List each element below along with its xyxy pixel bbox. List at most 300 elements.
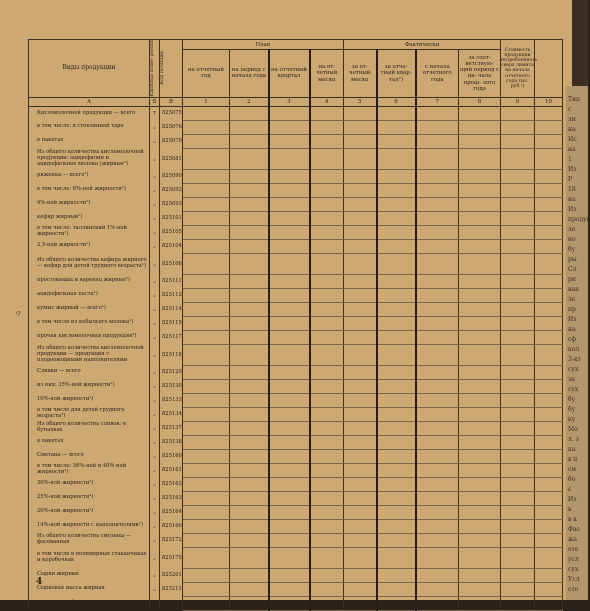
data-cell[interactable]: [501, 253, 535, 274]
data-cell[interactable]: [344, 120, 377, 134]
data-cell[interactable]: [416, 148, 459, 169]
data-cell[interactable]: [310, 225, 344, 239]
data-cell[interactable]: [377, 197, 416, 211]
data-cell[interactable]: [269, 274, 310, 288]
data-cell[interactable]: [183, 533, 230, 547]
data-cell[interactable]: [377, 491, 416, 505]
data-cell[interactable]: [183, 421, 230, 435]
data-cell[interactable]: [416, 596, 459, 610]
data-cell[interactable]: [310, 491, 344, 505]
data-cell[interactable]: [310, 183, 344, 197]
data-cell[interactable]: [230, 505, 269, 519]
data-cell[interactable]: [459, 568, 501, 582]
data-cell[interactable]: [501, 407, 535, 421]
data-cell[interactable]: [459, 505, 501, 519]
data-cell[interactable]: [269, 106, 310, 120]
data-cell[interactable]: [269, 519, 310, 533]
data-cell[interactable]: [183, 519, 230, 533]
data-cell[interactable]: [269, 421, 310, 435]
data-cell[interactable]: [501, 596, 535, 610]
data-cell[interactable]: [230, 330, 269, 344]
data-cell[interactable]: [416, 288, 459, 302]
data-cell[interactable]: [310, 435, 344, 449]
data-cell[interactable]: [535, 519, 563, 533]
data-cell[interactable]: [501, 519, 535, 533]
data-cell[interactable]: [416, 197, 459, 211]
data-cell[interactable]: [310, 421, 344, 435]
data-cell[interactable]: [183, 169, 230, 183]
data-cell[interactable]: [183, 316, 230, 330]
data-cell[interactable]: [344, 393, 377, 407]
data-cell[interactable]: [501, 505, 535, 519]
data-cell[interactable]: [416, 183, 459, 197]
data-cell[interactable]: [310, 239, 344, 253]
data-cell[interactable]: [416, 379, 459, 393]
data-cell[interactable]: [535, 344, 563, 365]
data-cell[interactable]: [344, 449, 377, 463]
data-cell[interactable]: [459, 225, 501, 239]
data-cell[interactable]: [377, 435, 416, 449]
data-cell[interactable]: [310, 477, 344, 491]
data-cell[interactable]: [269, 477, 310, 491]
data-cell[interactable]: [459, 407, 501, 421]
data-cell[interactable]: [459, 365, 501, 379]
data-cell[interactable]: [377, 519, 416, 533]
data-cell[interactable]: [416, 330, 459, 344]
data-cell[interactable]: [535, 225, 563, 239]
data-cell[interactable]: [230, 491, 269, 505]
data-cell[interactable]: [459, 253, 501, 274]
data-cell[interactable]: [230, 302, 269, 316]
data-cell[interactable]: [310, 330, 344, 344]
data-cell[interactable]: [269, 463, 310, 477]
data-cell[interactable]: [501, 379, 535, 393]
data-cell[interactable]: [377, 505, 416, 519]
data-cell[interactable]: [416, 239, 459, 253]
data-cell[interactable]: [535, 134, 563, 148]
data-cell[interactable]: [310, 148, 344, 169]
data-cell[interactable]: [310, 253, 344, 274]
data-cell[interactable]: [230, 148, 269, 169]
data-cell[interactable]: [310, 596, 344, 610]
data-cell[interactable]: [310, 197, 344, 211]
data-cell[interactable]: [501, 169, 535, 183]
data-cell[interactable]: [269, 449, 310, 463]
data-cell[interactable]: [416, 449, 459, 463]
data-cell[interactable]: [377, 421, 416, 435]
data-cell[interactable]: [183, 582, 230, 596]
data-cell[interactable]: [310, 120, 344, 134]
data-cell[interactable]: [310, 134, 344, 148]
data-cell[interactable]: [377, 463, 416, 477]
data-cell[interactable]: [501, 435, 535, 449]
data-cell[interactable]: [344, 533, 377, 547]
data-cell[interactable]: [416, 505, 459, 519]
data-cell[interactable]: [416, 393, 459, 407]
data-cell[interactable]: [310, 449, 344, 463]
data-cell[interactable]: [377, 183, 416, 197]
data-cell[interactable]: [501, 582, 535, 596]
data-cell[interactable]: [344, 463, 377, 477]
data-cell[interactable]: [377, 407, 416, 421]
data-cell[interactable]: [344, 519, 377, 533]
data-cell[interactable]: [310, 365, 344, 379]
data-cell[interactable]: [501, 211, 535, 225]
data-cell[interactable]: [501, 302, 535, 316]
data-cell[interactable]: [501, 393, 535, 407]
data-cell[interactable]: [416, 344, 459, 365]
data-cell[interactable]: [230, 134, 269, 148]
data-cell[interactable]: [183, 239, 230, 253]
data-cell[interactable]: [183, 491, 230, 505]
data-cell[interactable]: [230, 393, 269, 407]
data-cell[interactable]: [416, 477, 459, 491]
data-cell[interactable]: [269, 120, 310, 134]
data-cell[interactable]: [535, 197, 563, 211]
data-cell[interactable]: [459, 302, 501, 316]
data-cell[interactable]: [344, 316, 377, 330]
data-cell[interactable]: [183, 449, 230, 463]
data-cell[interactable]: [310, 568, 344, 582]
data-cell[interactable]: [501, 288, 535, 302]
data-cell[interactable]: [416, 211, 459, 225]
data-cell[interactable]: [535, 274, 563, 288]
data-cell[interactable]: [183, 106, 230, 120]
data-cell[interactable]: [459, 421, 501, 435]
data-cell[interactable]: [459, 288, 501, 302]
data-cell[interactable]: [269, 239, 310, 253]
data-cell[interactable]: [416, 533, 459, 547]
data-cell[interactable]: [416, 421, 459, 435]
data-cell[interactable]: [416, 463, 459, 477]
data-cell[interactable]: [269, 330, 310, 344]
data-cell[interactable]: [183, 344, 230, 365]
data-cell[interactable]: [230, 379, 269, 393]
data-cell[interactable]: [344, 253, 377, 274]
data-cell[interactable]: [535, 435, 563, 449]
data-cell[interactable]: [535, 491, 563, 505]
data-cell[interactable]: [501, 239, 535, 253]
data-cell[interactable]: [344, 302, 377, 316]
data-cell[interactable]: [230, 316, 269, 330]
data-cell[interactable]: [535, 393, 563, 407]
data-cell[interactable]: [501, 274, 535, 288]
data-cell[interactable]: [344, 344, 377, 365]
data-cell[interactable]: [459, 596, 501, 610]
data-cell[interactable]: [230, 365, 269, 379]
data-cell[interactable]: [535, 407, 563, 421]
data-cell[interactable]: [183, 407, 230, 421]
data-cell[interactable]: [310, 274, 344, 288]
data-cell[interactable]: [535, 582, 563, 596]
data-cell[interactable]: [230, 519, 269, 533]
data-cell[interactable]: [377, 316, 416, 330]
data-cell[interactable]: [230, 211, 269, 225]
data-cell[interactable]: [183, 302, 230, 316]
data-cell[interactable]: [230, 582, 269, 596]
data-cell[interactable]: [377, 239, 416, 253]
data-cell[interactable]: [344, 211, 377, 225]
data-cell[interactable]: [416, 302, 459, 316]
data-cell[interactable]: [269, 288, 310, 302]
data-cell[interactable]: [344, 568, 377, 582]
data-cell[interactable]: [230, 435, 269, 449]
data-cell[interactable]: [377, 344, 416, 365]
data-cell[interactable]: [344, 288, 377, 302]
data-cell[interactable]: [344, 547, 377, 568]
data-cell[interactable]: [269, 169, 310, 183]
data-cell[interactable]: [230, 106, 269, 120]
data-cell[interactable]: [344, 477, 377, 491]
data-cell[interactable]: [344, 365, 377, 379]
data-cell[interactable]: [344, 169, 377, 183]
data-cell[interactable]: [459, 463, 501, 477]
data-cell[interactable]: [416, 225, 459, 239]
data-cell[interactable]: [535, 148, 563, 169]
data-cell[interactable]: [416, 274, 459, 288]
data-cell[interactable]: [269, 596, 310, 610]
data-cell[interactable]: [269, 197, 310, 211]
data-cell[interactable]: [310, 505, 344, 519]
data-cell[interactable]: [344, 225, 377, 239]
data-cell[interactable]: [269, 533, 310, 547]
data-cell[interactable]: [416, 106, 459, 120]
data-cell[interactable]: [377, 120, 416, 134]
data-cell[interactable]: [344, 106, 377, 120]
data-cell[interactable]: [377, 169, 416, 183]
data-cell[interactable]: [501, 463, 535, 477]
data-cell[interactable]: [310, 582, 344, 596]
data-cell[interactable]: [377, 533, 416, 547]
data-cell[interactable]: [459, 239, 501, 253]
data-cell[interactable]: [269, 365, 310, 379]
data-cell[interactable]: [230, 253, 269, 274]
data-cell[interactable]: [344, 274, 377, 288]
data-cell[interactable]: [269, 435, 310, 449]
data-cell[interactable]: [501, 183, 535, 197]
data-cell[interactable]: [183, 225, 230, 239]
data-cell[interactable]: [183, 211, 230, 225]
data-cell[interactable]: [310, 169, 344, 183]
data-cell[interactable]: [416, 316, 459, 330]
data-cell[interactable]: [501, 421, 535, 435]
data-cell[interactable]: [230, 197, 269, 211]
data-cell[interactable]: [459, 582, 501, 596]
data-cell[interactable]: [501, 134, 535, 148]
data-cell[interactable]: [344, 596, 377, 610]
data-cell[interactable]: [310, 288, 344, 302]
data-cell[interactable]: [377, 134, 416, 148]
data-cell[interactable]: [344, 197, 377, 211]
data-cell[interactable]: [416, 491, 459, 505]
data-cell[interactable]: [344, 183, 377, 197]
data-cell[interactable]: [269, 302, 310, 316]
data-cell[interactable]: [183, 505, 230, 519]
data-cell[interactable]: [535, 169, 563, 183]
data-cell[interactable]: [501, 533, 535, 547]
data-cell[interactable]: [501, 365, 535, 379]
data-cell[interactable]: [269, 134, 310, 148]
data-cell[interactable]: [310, 379, 344, 393]
data-cell[interactable]: [310, 547, 344, 568]
data-cell[interactable]: [230, 463, 269, 477]
data-cell[interactable]: [269, 253, 310, 274]
data-cell[interactable]: [183, 253, 230, 274]
data-cell[interactable]: [230, 421, 269, 435]
data-cell[interactable]: [535, 120, 563, 134]
data-cell[interactable]: [344, 407, 377, 421]
data-cell[interactable]: [501, 491, 535, 505]
data-cell[interactable]: [183, 477, 230, 491]
data-cell[interactable]: [183, 463, 230, 477]
data-cell[interactable]: [344, 491, 377, 505]
data-cell[interactable]: [269, 505, 310, 519]
data-cell[interactable]: [344, 505, 377, 519]
data-cell[interactable]: [535, 421, 563, 435]
data-cell[interactable]: [416, 134, 459, 148]
data-cell[interactable]: [183, 148, 230, 169]
data-cell[interactable]: [344, 435, 377, 449]
data-cell[interactable]: [269, 547, 310, 568]
data-cell[interactable]: [459, 211, 501, 225]
data-cell[interactable]: [501, 197, 535, 211]
data-cell[interactable]: [377, 568, 416, 582]
data-cell[interactable]: [230, 449, 269, 463]
data-cell[interactable]: [310, 106, 344, 120]
data-cell[interactable]: [535, 568, 563, 582]
data-cell[interactable]: [310, 344, 344, 365]
data-cell[interactable]: [501, 547, 535, 568]
data-cell[interactable]: [501, 344, 535, 365]
data-cell[interactable]: [459, 148, 501, 169]
data-cell[interactable]: [377, 288, 416, 302]
data-cell[interactable]: [459, 533, 501, 547]
data-cell[interactable]: [310, 393, 344, 407]
data-cell[interactable]: [501, 120, 535, 134]
data-cell[interactable]: [535, 253, 563, 274]
data-cell[interactable]: [344, 379, 377, 393]
data-cell[interactable]: [230, 288, 269, 302]
data-cell[interactable]: [183, 379, 230, 393]
data-cell[interactable]: [416, 365, 459, 379]
data-cell[interactable]: [459, 169, 501, 183]
data-cell[interactable]: [310, 533, 344, 547]
data-cell[interactable]: [416, 120, 459, 134]
data-cell[interactable]: [230, 169, 269, 183]
data-cell[interactable]: [535, 379, 563, 393]
data-cell[interactable]: [377, 596, 416, 610]
data-cell[interactable]: [416, 435, 459, 449]
data-cell[interactable]: [269, 211, 310, 225]
data-cell[interactable]: [230, 407, 269, 421]
data-cell[interactable]: [459, 519, 501, 533]
data-cell[interactable]: [459, 330, 501, 344]
data-cell[interactable]: [535, 463, 563, 477]
data-cell[interactable]: [183, 393, 230, 407]
data-cell[interactable]: [230, 477, 269, 491]
data-cell[interactable]: [269, 316, 310, 330]
data-cell[interactable]: [459, 106, 501, 120]
data-cell[interactable]: [501, 330, 535, 344]
data-cell[interactable]: [501, 106, 535, 120]
data-cell[interactable]: [535, 449, 563, 463]
data-cell[interactable]: [230, 274, 269, 288]
data-cell[interactable]: [344, 582, 377, 596]
data-cell[interactable]: [535, 477, 563, 491]
data-cell[interactable]: [416, 547, 459, 568]
data-cell[interactable]: [459, 547, 501, 568]
data-cell[interactable]: [183, 288, 230, 302]
data-cell[interactable]: [377, 106, 416, 120]
data-cell[interactable]: [416, 407, 459, 421]
data-cell[interactable]: [459, 435, 501, 449]
data-cell[interactable]: [416, 519, 459, 533]
data-cell[interactable]: [269, 582, 310, 596]
data-cell[interactable]: [501, 148, 535, 169]
data-cell[interactable]: [377, 253, 416, 274]
data-cell[interactable]: [377, 365, 416, 379]
data-cell[interactable]: [459, 183, 501, 197]
data-cell[interactable]: [416, 253, 459, 274]
data-cell[interactable]: [459, 449, 501, 463]
data-cell[interactable]: [269, 344, 310, 365]
data-cell[interactable]: [183, 134, 230, 148]
data-cell[interactable]: [230, 225, 269, 239]
data-cell[interactable]: [377, 148, 416, 169]
data-cell[interactable]: [230, 568, 269, 582]
data-cell[interactable]: [535, 316, 563, 330]
data-cell[interactable]: [269, 568, 310, 582]
data-cell[interactable]: [377, 379, 416, 393]
data-cell[interactable]: [501, 316, 535, 330]
data-cell[interactable]: [183, 435, 230, 449]
data-cell[interactable]: [269, 407, 310, 421]
data-cell[interactable]: [230, 239, 269, 253]
data-cell[interactable]: [183, 547, 230, 568]
data-cell[interactable]: [183, 596, 230, 610]
data-cell[interactable]: [459, 491, 501, 505]
data-cell[interactable]: [459, 477, 501, 491]
data-cell[interactable]: [459, 393, 501, 407]
data-cell[interactable]: [535, 183, 563, 197]
data-cell[interactable]: [310, 316, 344, 330]
data-cell[interactable]: [183, 183, 230, 197]
data-cell[interactable]: [344, 421, 377, 435]
data-cell[interactable]: [310, 407, 344, 421]
data-cell[interactable]: [310, 211, 344, 225]
data-cell[interactable]: [310, 463, 344, 477]
data-cell[interactable]: [230, 547, 269, 568]
data-cell[interactable]: [501, 449, 535, 463]
data-cell[interactable]: [183, 330, 230, 344]
data-cell[interactable]: [269, 183, 310, 197]
data-cell[interactable]: [377, 302, 416, 316]
data-cell[interactable]: [183, 120, 230, 134]
data-cell[interactable]: [183, 568, 230, 582]
data-cell[interactable]: [535, 505, 563, 519]
data-cell[interactable]: [183, 365, 230, 379]
data-cell[interactable]: [535, 106, 563, 120]
data-cell[interactable]: [377, 274, 416, 288]
data-cell[interactable]: [377, 211, 416, 225]
data-cell[interactable]: [459, 197, 501, 211]
data-cell[interactable]: [230, 183, 269, 197]
data-cell[interactable]: [535, 547, 563, 568]
data-cell[interactable]: [535, 211, 563, 225]
data-cell[interactable]: [344, 134, 377, 148]
data-cell[interactable]: [416, 568, 459, 582]
data-cell[interactable]: [501, 225, 535, 239]
